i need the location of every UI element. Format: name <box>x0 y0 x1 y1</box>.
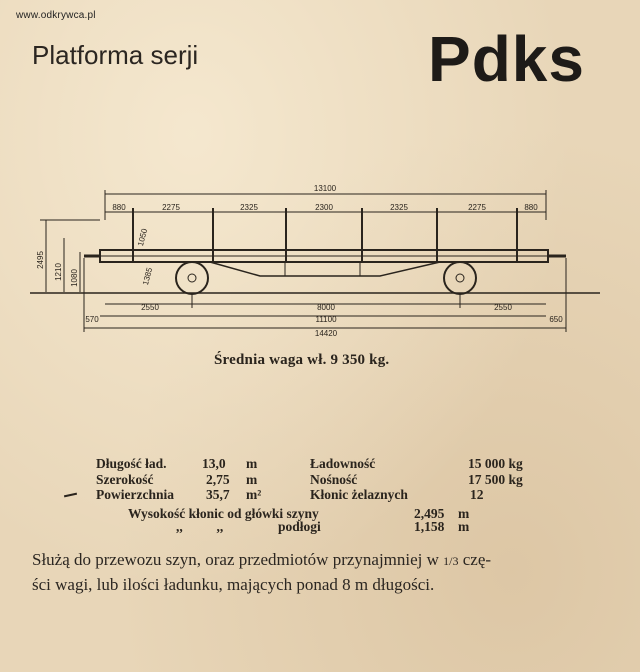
dim-end-right-label: 650 <box>549 315 563 324</box>
dim-small-label: 1050 <box>135 227 150 248</box>
average-weight-note: Średnia waga wł. 9 350 kg. <box>214 352 390 368</box>
spec-stakes-label: Kłonic żelaznych <box>310 487 408 502</box>
dim-small-label: 1385 <box>140 266 155 287</box>
spec-area-unit: m² <box>246 487 262 502</box>
page-subtitle: Platforma serji <box>32 40 199 70</box>
specifications-block <box>0 452 640 542</box>
dim-total-label: 14420 <box>314 329 338 338</box>
fraction-one-third: 1/3 <box>443 554 459 568</box>
spec-stake-height-value: 2,495 <box>414 506 445 521</box>
spec-floor-unit: m <box>458 519 470 534</box>
dim-spacing-label: 2275 <box>162 203 180 212</box>
spec-width-label: Szerokość <box>96 472 154 487</box>
spec-floor-value: 1,158 <box>414 519 445 534</box>
spec-floor-label: podłogi <box>278 519 321 534</box>
dim-spacing-label: 2325 <box>240 203 258 212</box>
wagon-technical-drawing <box>0 180 640 340</box>
spec-stakes-value: 12 <box>470 487 484 502</box>
spec-stake-height-label: Wysokość kłonic od główki szyny <box>128 506 319 521</box>
spec-area-value: 35,7 <box>206 487 230 502</box>
description-line-1-end: czę- <box>458 550 492 569</box>
dim-spacing-label: 2325 <box>390 203 408 212</box>
spec-width-unit: m <box>246 472 258 487</box>
wheel-right <box>444 262 476 294</box>
dim-height-label: 1080 <box>70 269 79 287</box>
spec-capacity-label: Nośność <box>310 472 358 487</box>
dim-wheelbase-label: 8000 <box>317 303 335 312</box>
dim-spacing-label: 880 <box>112 203 126 212</box>
spec-capacity-value: 17 500 kg <box>468 472 523 487</box>
dim-end-left-label: 570 <box>85 315 99 324</box>
dim-spacing-label: 2275 <box>468 203 486 212</box>
page-title: Pdks <box>428 23 585 95</box>
dim-spacing-label: 2300 <box>315 203 333 212</box>
spec-width-value: 2,75 <box>206 472 230 487</box>
dim-frame-label: 11100 <box>315 315 337 324</box>
spec-load-label: Ładowność <box>310 456 376 471</box>
dim-height-label: 2495 <box>36 251 45 269</box>
description-line-1-text: Służą do przewozu szyn, oraz przedmiotów przynajmniej w <box>32 550 444 569</box>
dim-height-label: 1210 <box>54 263 63 281</box>
spec-length-value: 13,0 <box>202 456 226 471</box>
spec-length-label: Długość ład. <box>96 456 167 471</box>
truss-rod <box>210 262 440 276</box>
spec-ditto-marks: ,, ,, <box>176 519 224 534</box>
dim-axle-right-label: 2550 <box>494 303 512 312</box>
dim-spacing-label: 880 <box>524 203 538 212</box>
spec-area-label: Powierzchnia <box>96 487 174 502</box>
description-line-1 <box>32 548 612 573</box>
wheel-left <box>176 262 208 294</box>
spec-stake-height-unit: m <box>458 506 470 521</box>
dim-axle-left-label: 2550 <box>141 303 159 312</box>
watermark-url: www.odkrywca.pl <box>16 10 96 21</box>
description-paragraph <box>32 548 612 597</box>
dim-overall-label: 13100 <box>313 184 337 193</box>
spec-length-unit: m <box>246 456 258 471</box>
spec-load-value: 15 000 kg <box>468 456 523 471</box>
description-line-2: ści wagi, lub ilości ładunku, mających ponad 8 m długości. <box>32 575 435 594</box>
